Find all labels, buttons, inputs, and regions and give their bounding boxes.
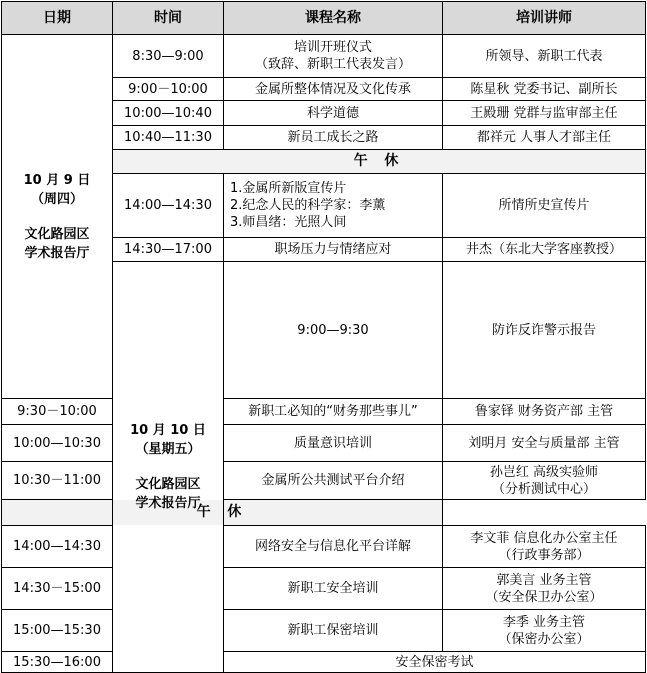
day2-date: 10 月 10 日 <box>130 423 206 438</box>
header-course: 课程名称 <box>224 2 443 35</box>
course-cell: 防诈反诈警示报告 <box>443 262 646 399</box>
course-cell: 新职工必知的“财务那些事儿” <box>224 399 443 425</box>
time-cell: 10:40—11:30 <box>113 126 224 150</box>
course-line: 培训开班仪式 <box>293 40 372 55</box>
trainer-cell: 所情所史宣传片 <box>443 174 646 238</box>
time-cell: 9:00－10:00 <box>113 78 224 101</box>
time-cell: 15:30—16:00 <box>2 652 113 673</box>
day1-weekday: （周四） <box>30 191 83 207</box>
trainer-line: 孙岂红 高级实验师 <box>489 464 599 480</box>
table-row <box>2 610 646 652</box>
day1-date: 10 月 9 日 <box>23 172 91 188</box>
course-cell <box>224 35 443 78</box>
trainer-line: 郭美言 业务主管 <box>496 572 592 588</box>
course-cell: 科学道德 <box>224 101 443 126</box>
header-time: 时间 <box>113 2 224 35</box>
trainer-cell <box>443 526 646 568</box>
course-cell: 职场压力与情绪应对 <box>224 238 443 262</box>
trainer-cell: 所领导、新职工代表 <box>443 35 646 78</box>
trainer-line: 李季 业务主管 <box>502 614 586 630</box>
table-row <box>2 399 646 425</box>
course-cell: 新职工安全培训 <box>224 568 443 610</box>
trainer-cell: 井杰（东北大学客座教授） <box>443 238 646 262</box>
table-row <box>2 568 646 610</box>
course-cell: 网络安全与信息化平台详解 <box>224 526 443 568</box>
course-cell: 质量意识培训 <box>224 425 443 462</box>
day1-venue-line1: 文化路园区 <box>24 226 90 242</box>
table-row <box>2 425 646 462</box>
table-row <box>2 35 646 78</box>
course-cell: 新员工成长之路 <box>224 126 443 150</box>
time-cell: 8:30—9:00 <box>113 35 224 78</box>
trainer-line: （分析测试中心） <box>491 481 596 497</box>
trainer-line: 李文菲 信息化办公室主任 <box>470 530 618 546</box>
course-cell: 金属所整体情况及文化传承 <box>224 78 443 101</box>
time-cell: 10:30－11:00 <box>2 462 113 500</box>
day1-venue-line2: 学术报告厅 <box>24 245 90 261</box>
course-cell: 新职工保密培训 <box>224 610 443 652</box>
table-row <box>2 526 646 568</box>
header-date: 日期 <box>2 2 113 35</box>
trainer-cell: 刘明月 安全与质量部 主管 <box>443 425 646 462</box>
day2-weekday: （星期五） <box>135 442 201 457</box>
time-cell: 15:00—15:30 <box>2 610 113 652</box>
time-cell: 14:00—14:30 <box>113 174 224 238</box>
day2-venue-line1: 文化路园区 <box>135 477 201 492</box>
course-line: 1.金属所新版宣传片 <box>230 181 347 196</box>
trainer-cell <box>443 462 646 500</box>
lunch-break: 午 休 <box>113 150 646 174</box>
trainer-cell: 都祥元 人事人才部主任 <box>443 126 646 150</box>
course-cell: 安全保密考试 <box>224 652 646 673</box>
trainer-cell: 王殿珊 党群与监审部主任 <box>443 101 646 126</box>
course-line: 2.纪念人民的科学家：李薰 <box>230 198 386 213</box>
time-cell: 10:00—10:30 <box>2 425 113 462</box>
time-cell: 14:30－15:00 <box>2 568 113 610</box>
time-cell: 10:00—10:40 <box>113 101 224 126</box>
training-schedule-table <box>1 1 646 673</box>
day1-date-cell <box>2 35 113 399</box>
course-cell <box>224 174 443 238</box>
trainer-line: （行政事务部） <box>498 547 590 563</box>
trainer-cell: 鲁家铎 财务资产部 主管 <box>443 399 646 425</box>
time-cell: 14:30—17:00 <box>113 238 224 262</box>
day2-date-cell <box>113 262 224 673</box>
table-row <box>2 652 646 673</box>
header-trainer: 培训讲师 <box>443 2 646 35</box>
time-cell: 9:30－10:00 <box>2 399 113 425</box>
time-cell: 9:00—9:30 <box>224 262 443 399</box>
trainer-line: （安全保卫办公室） <box>485 589 603 605</box>
course-line: （致辞、新职工代表发言） <box>254 57 411 72</box>
lunch-break: 午 休 <box>2 500 443 526</box>
trainer-line: （保密办公室） <box>498 631 590 647</box>
course-line: 3.师昌绪：光照人间 <box>230 215 347 230</box>
trainer-cell: 陈星秋 党委书记、副所长 <box>443 78 646 101</box>
trainer-cell <box>443 568 646 610</box>
trainer-cell <box>443 610 646 652</box>
day2-venue-line2: 学术报告厅 <box>135 496 201 511</box>
table-row <box>2 462 646 500</box>
lunch-row <box>2 500 646 526</box>
time-cell: 14:00—14:30 <box>2 526 113 568</box>
header-row <box>2 2 646 35</box>
course-cell: 金属所公共测试平台介绍 <box>224 462 443 500</box>
